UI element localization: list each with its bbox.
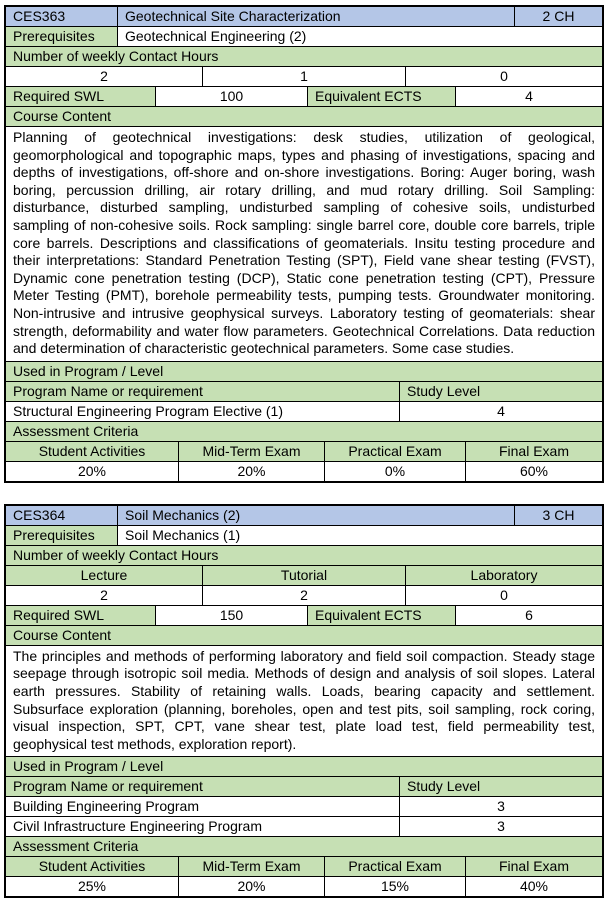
prerequisites-value-cell: Geotechnical Engineering (2) [117, 27, 602, 46]
course-content-title-row [6, 106, 602, 126]
practical-exam-header-cell: Practical Exam [324, 857, 465, 876]
used-in-program-label-cell: Used in Program / Level [6, 362, 602, 381]
study-level-cell: 3 [399, 797, 602, 816]
program-header-row [6, 381, 602, 401]
credit-hours-cell: 2 CH [514, 7, 602, 26]
study-level-cell: 3 [399, 817, 602, 836]
course-code-cell: CES363 [6, 7, 117, 26]
assessment-values-row [6, 461, 602, 481]
program-name-cell: Structural Engineering Program Elective (1) [13, 402, 284, 419]
practical-exam-value-cell: 15% [324, 877, 465, 896]
used-in-program-row [6, 361, 602, 381]
program-row [6, 796, 602, 816]
used-in-program-row [6, 756, 602, 776]
practical-exam-header-cell: Practical Exam [324, 442, 465, 461]
final-exam-value-cell: 40% [465, 877, 602, 896]
assessment-label-cell: Assessment Criteria [6, 422, 602, 441]
final-exam-header-cell: Final Exam [465, 442, 602, 461]
midterm-exam-header-cell: Mid-Term Exam [178, 442, 324, 461]
course-content-label-cell: Course Content [6, 107, 602, 126]
student-activities-header-cell: Student Activities [6, 857, 178, 876]
swl-ects-row [6, 86, 602, 106]
program-row [6, 816, 602, 836]
program-name-cell: Civil Infrastructure Engineering Program [13, 818, 262, 835]
practical-exam-value-cell: 0% [324, 462, 465, 481]
program-name-header-cell: Program Name or requirement [6, 382, 399, 401]
contact-hours-header-row [6, 565, 602, 585]
tutorial-header-cell: Tutorial [202, 566, 405, 585]
final-exam-header-cell: Final Exam [465, 857, 602, 876]
contact-hours-values-row [6, 66, 602, 86]
lecture-hours-cell: 2 [100, 68, 108, 84]
assessment-header-row [6, 441, 602, 461]
course-header-row [6, 7, 602, 26]
required-swl-label-cell: Required SWL [6, 606, 155, 625]
program-row [6, 401, 602, 421]
lecture-hours-cell: 2 [100, 586, 108, 603]
required-swl-label-cell: Required SWL [6, 87, 155, 106]
course-table-ces364 [4, 504, 604, 898]
prerequisites-label-cell: Prerequisites [6, 526, 117, 545]
course-content-row [6, 645, 602, 757]
equivalent-ects-label-cell: Equivalent ECTS [307, 606, 455, 625]
swl-ects-row [6, 605, 602, 625]
contact-hours-title-row [6, 545, 602, 565]
final-exam-value-cell: 60% [465, 462, 602, 481]
assessment-values-row [6, 876, 602, 896]
course-title-cell: Soil Mechanics (2) [117, 506, 514, 525]
tutorial-hours-cell: 2 [202, 586, 405, 605]
equivalent-ects-value-cell: 6 [455, 606, 602, 625]
course-content-row [6, 126, 602, 361]
course-header-row [6, 506, 602, 525]
midterm-exam-value-cell: 20% [178, 877, 324, 896]
study-level-cell: 4 [399, 402, 602, 421]
study-level-header-cell: Study Level [399, 382, 602, 401]
contact-hours-values-row [6, 585, 602, 605]
tutorial-hours-cell: 1 [202, 67, 405, 86]
prerequisites-value-cell: Soil Mechanics (1) [117, 526, 602, 545]
contact-hours-label-cell: Number of weekly Contact Hours [6, 47, 602, 66]
midterm-exam-header-cell: Mid-Term Exam [178, 857, 324, 876]
course-content-text: Planning of geotechnical investigations: desk studies, utilization of geological, geomorphological and topographic maps, types and phasing of investigations, spacing and depths of investigations, off-shore and on-shore investigations. Boring: Auger boring, wash boring, percussion drilling, air rotary drilling, and mud rotary drilling. Soil Sampling: disturbance, disturbed sampling, undisturbed sampling of cohesive soils, undisturbed sampling of non-cohesive soils. Rock sampling: single barrel core, double core barrels, triple core barrels. Descriptions and classifications of geomaterials. Insitu testing procedure and their interpretations: Standard Penetration Testing (SPT), Field vane shear testing (FVST), Dynamic cone penetration testing (DCP), Static cone penetration testing (CPT), Pressure Meter Testing (PMT), borehole permeability tests, pumping tests. Groundwater monitoring. Non-intrusive and intrusive geophysical surveys. Laboratory testing of geomaterials: shear strength, deformability and water flow parameters. Geotechnical Correlations. Data reduction and determination of characteristic geotechnical parameters. Some case studies. [13, 129, 595, 357]
credit-hours-cell: 3 CH [514, 506, 602, 525]
contact-hours-label-cell: Number of weekly Contact Hours [6, 546, 602, 565]
prerequisites-row [6, 26, 602, 46]
equivalent-ects-value-cell: 4 [455, 87, 602, 106]
assessment-header-row [6, 856, 602, 876]
prerequisites-label-cell: Prerequisites [6, 27, 117, 46]
used-in-program-label-cell: Used in Program / Level [6, 757, 602, 776]
assessment-title-row [6, 421, 602, 441]
laboratory-header-cell: Laboratory [405, 566, 602, 585]
course-code-cell: CES364 [6, 506, 117, 525]
assessment-title-row [6, 836, 602, 856]
prerequisites-row [6, 525, 602, 545]
course-content-title-row [6, 625, 602, 645]
equivalent-ects-label-cell: Equivalent ECTS [307, 87, 455, 106]
program-name-cell: Building Engineering Program [13, 798, 199, 815]
assessment-label-cell: Assessment Criteria [6, 837, 602, 856]
course-content-text: The principles and methods of performing laboratory and field soil compaction. Steady stage seepage through isotropic soil media. Methods of design and analysis of soil slopes. Lateral earth pressures. Stability of retaining walls. Loads, bearing capacity and settlement. Subsurface exploration (planning, boreholes, open and test pits, soil sampling, rock coring, visual inspection, SPT, CPT, vane shear test, plate load test, field permeability test, geophysical test methods, exploration report). [13, 647, 595, 752]
required-swl-value-cell: 150 [155, 606, 307, 625]
study-level-header-cell: Study Level [399, 777, 602, 796]
program-name-header-cell: Program Name or requirement [6, 777, 399, 796]
program-header-row [6, 776, 602, 796]
midterm-exam-value-cell: 20% [178, 462, 324, 481]
course-content-label-cell: Course Content [6, 626, 602, 645]
student-activities-value-cell: 25% [77, 878, 107, 895]
laboratory-hours-cell: 0 [405, 67, 602, 86]
student-activities-value-cell: 20% [77, 462, 107, 479]
student-activities-header-cell: Student Activities [6, 442, 178, 461]
course-title-cell: Geotechnical Site Characterization [117, 7, 514, 26]
lecture-header-cell: Lecture [6, 566, 202, 585]
required-swl-value-cell: 100 [155, 87, 307, 106]
contact-hours-title-row [6, 46, 602, 66]
course-table-ces363 [4, 5, 604, 483]
laboratory-hours-cell: 0 [405, 586, 602, 605]
